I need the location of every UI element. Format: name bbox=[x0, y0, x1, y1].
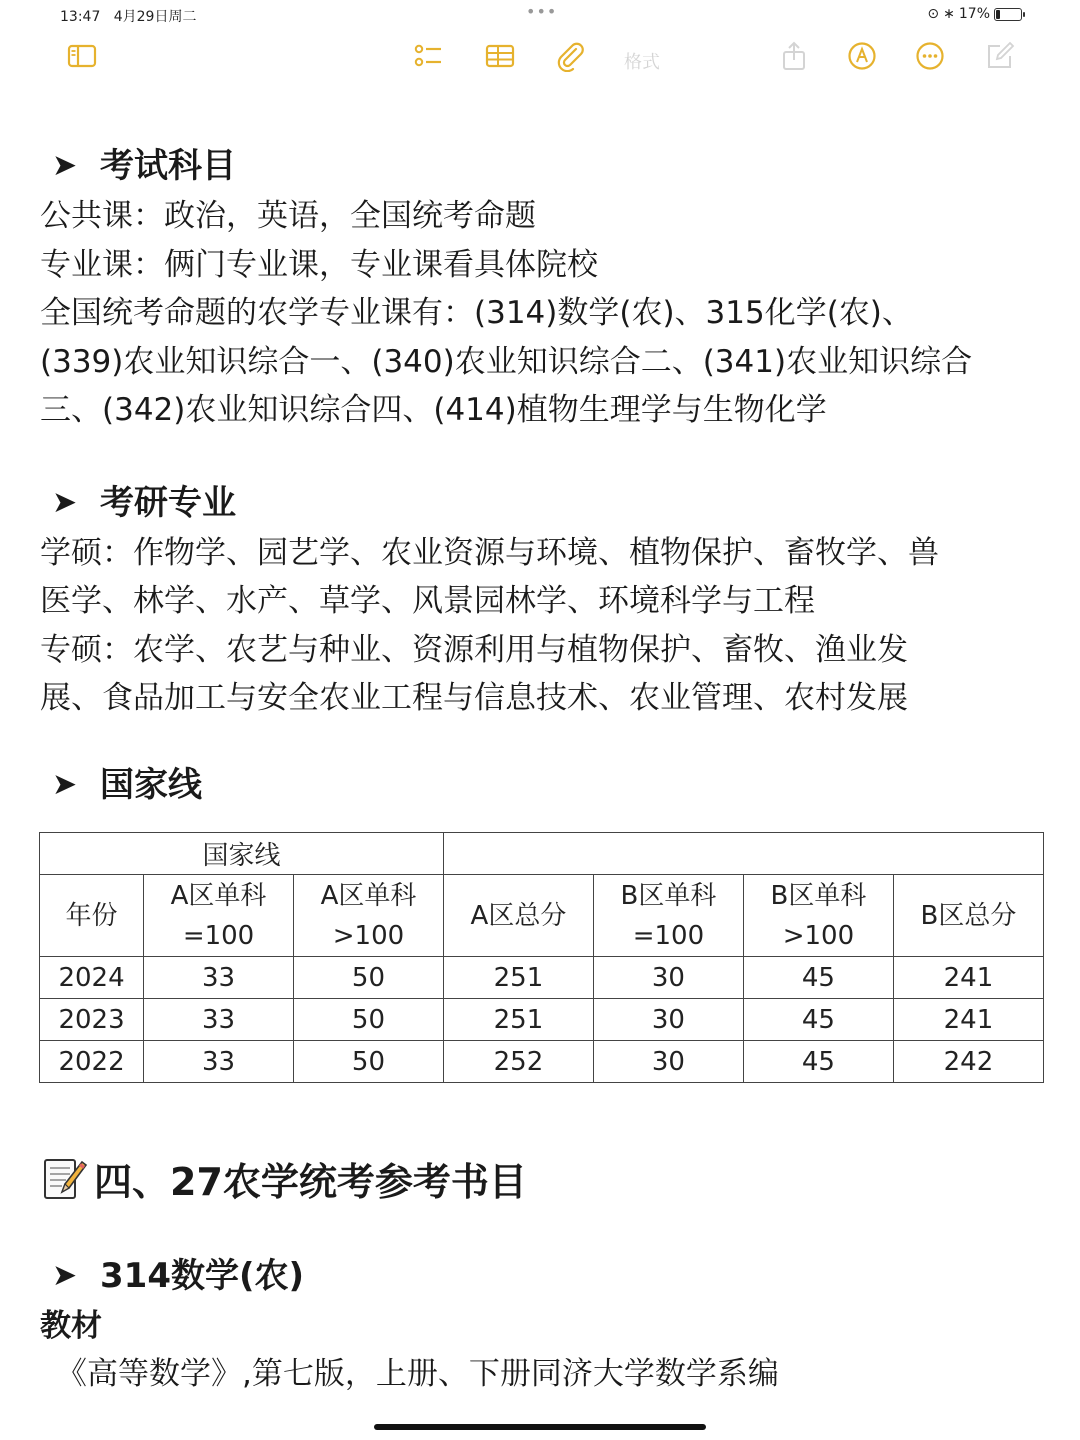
table-cell: 33 bbox=[144, 1041, 294, 1083]
battery-icon bbox=[994, 8, 1022, 21]
column-header-a-single-100: A区单科 =100 bbox=[144, 875, 294, 957]
table-cell: 251 bbox=[443, 999, 593, 1041]
table-cell: 30 bbox=[593, 1041, 743, 1083]
orientation-lock-icon: ⊙ bbox=[927, 6, 940, 22]
table-cell: 45 bbox=[743, 957, 893, 999]
section-heading-national-line: ➤ 国家线 bbox=[40, 759, 1040, 811]
national-line-table[interactable] bbox=[39, 832, 1044, 1083]
table-cell: 2024 bbox=[40, 957, 144, 999]
markup-pen-icon[interactable] bbox=[844, 38, 880, 74]
table-title-row bbox=[40, 833, 1044, 875]
bluetooth-icon: ∗ bbox=[943, 6, 955, 22]
table-cell: 2023 bbox=[40, 999, 144, 1041]
table-cell: 2022 bbox=[40, 1041, 144, 1083]
table-row bbox=[40, 999, 1044, 1041]
column-header-a-single-over-100: A区单科 >100 bbox=[294, 875, 444, 957]
section-heading-majors: ➤ 考研专业 bbox=[40, 477, 1040, 529]
textbook-entry: 《高等数学》,第七版，上册、下册同济大学数学系编 bbox=[56, 1356, 779, 1392]
table-icon[interactable] bbox=[482, 38, 518, 74]
section-heading-exam-subjects: ➤ 考试科目 bbox=[40, 140, 1040, 192]
arrow-bullet-icon: ➤ bbox=[52, 484, 78, 520]
column-header-b-single-over-100: B区单科 >100 bbox=[743, 875, 893, 957]
memo-pencil-icon bbox=[40, 1154, 88, 1202]
section-heading-reference-books: 四、27农学统考参考书目 bbox=[40, 1150, 1040, 1206]
table-cell: 30 bbox=[593, 999, 743, 1041]
format-button[interactable]: 格式 bbox=[624, 52, 660, 73]
column-header-year: 年份 bbox=[40, 875, 144, 957]
table-cell: 33 bbox=[144, 957, 294, 999]
reference-books-section bbox=[40, 1150, 1040, 1398]
table-cell: 45 bbox=[743, 1041, 893, 1083]
multitasking-dots-icon[interactable]: ••• bbox=[526, 2, 558, 21]
status-date: 4月29日周二 bbox=[113, 9, 197, 25]
table-cell: 242 bbox=[893, 1041, 1043, 1083]
text-line: 专业课：俩门专业课，专业课看具体院校 bbox=[40, 246, 598, 283]
text-line: (339)农业知识综合一、(340)农业知识综合二、(341)农业知识综合 bbox=[40, 343, 973, 380]
text-line: 全国统考命题的农学专业课有：(314)数学(农)、315化学(农)、 bbox=[40, 295, 913, 331]
status-indicators bbox=[927, 6, 1022, 22]
subject-heading-math: ➤ 314数学(农) bbox=[40, 1250, 1040, 1302]
status-bar bbox=[0, 0, 1080, 30]
share-icon[interactable] bbox=[776, 38, 812, 74]
column-header-a-total: A区总分 bbox=[443, 875, 593, 957]
paragraph-exam-subjects bbox=[40, 192, 1040, 435]
arrow-bullet-icon: ➤ bbox=[52, 1258, 78, 1293]
table-cell: 50 bbox=[294, 1041, 444, 1083]
table-cell: 50 bbox=[294, 957, 444, 999]
notes-toolbar bbox=[0, 38, 1080, 84]
text-line: 公共课：政治，英语，全国统考命题 bbox=[40, 198, 536, 234]
column-header-b-total: B区总分 bbox=[893, 875, 1043, 957]
column-header-b-single-100: B区单科 =100 bbox=[593, 875, 743, 957]
more-options-icon[interactable] bbox=[912, 38, 948, 74]
table-cell: 30 bbox=[593, 957, 743, 999]
sidebar-toggle-icon[interactable] bbox=[64, 38, 100, 74]
paragraph-majors bbox=[40, 529, 1040, 723]
battery-percent: 17% bbox=[958, 6, 990, 22]
text-line: 专硕：农学、农艺与种业、资源利用与植物保护、畜牧、渔业发 bbox=[40, 631, 908, 668]
table-cell: 251 bbox=[443, 957, 593, 999]
status-time: 13:47 4月29日周二 bbox=[60, 9, 197, 25]
table-cell: 241 bbox=[893, 999, 1043, 1041]
attachment-icon[interactable] bbox=[552, 38, 588, 74]
text-line: 三、(342)农业知识综合四、(414)植物生理学与生物化学 bbox=[40, 392, 827, 428]
compose-new-note-icon[interactable] bbox=[982, 38, 1018, 74]
table-row bbox=[40, 957, 1044, 999]
table-empty-cell bbox=[443, 833, 1043, 875]
textbook-label: 教材 bbox=[40, 1308, 102, 1344]
table-row bbox=[40, 1041, 1044, 1083]
arrow-bullet-icon: ➤ bbox=[52, 148, 78, 183]
table-cell: 252 bbox=[443, 1041, 593, 1083]
table-cell: 45 bbox=[743, 999, 893, 1041]
text-line: 展、食品加工与安全农业工程与信息技术、农业管理、农村发展 bbox=[40, 680, 908, 716]
arrow-bullet-icon: ➤ bbox=[52, 766, 78, 802]
table-header-row bbox=[40, 875, 1044, 957]
home-indicator[interactable] bbox=[374, 1424, 706, 1430]
table-cell: 33 bbox=[144, 999, 294, 1041]
table-cell: 241 bbox=[893, 957, 1043, 999]
table-group-title: 国家线 bbox=[40, 833, 444, 875]
checklist-icon[interactable] bbox=[410, 38, 446, 74]
note-body[interactable] bbox=[40, 140, 1040, 811]
text-line: 学硕：作物学、园艺学、农业资源与环境、植物保护、畜牧学、兽 bbox=[40, 534, 939, 571]
text-line: 医学、林学、水产、草学、风景园林学、环境科学与工程 bbox=[40, 583, 815, 619]
table-cell: 50 bbox=[294, 999, 444, 1041]
